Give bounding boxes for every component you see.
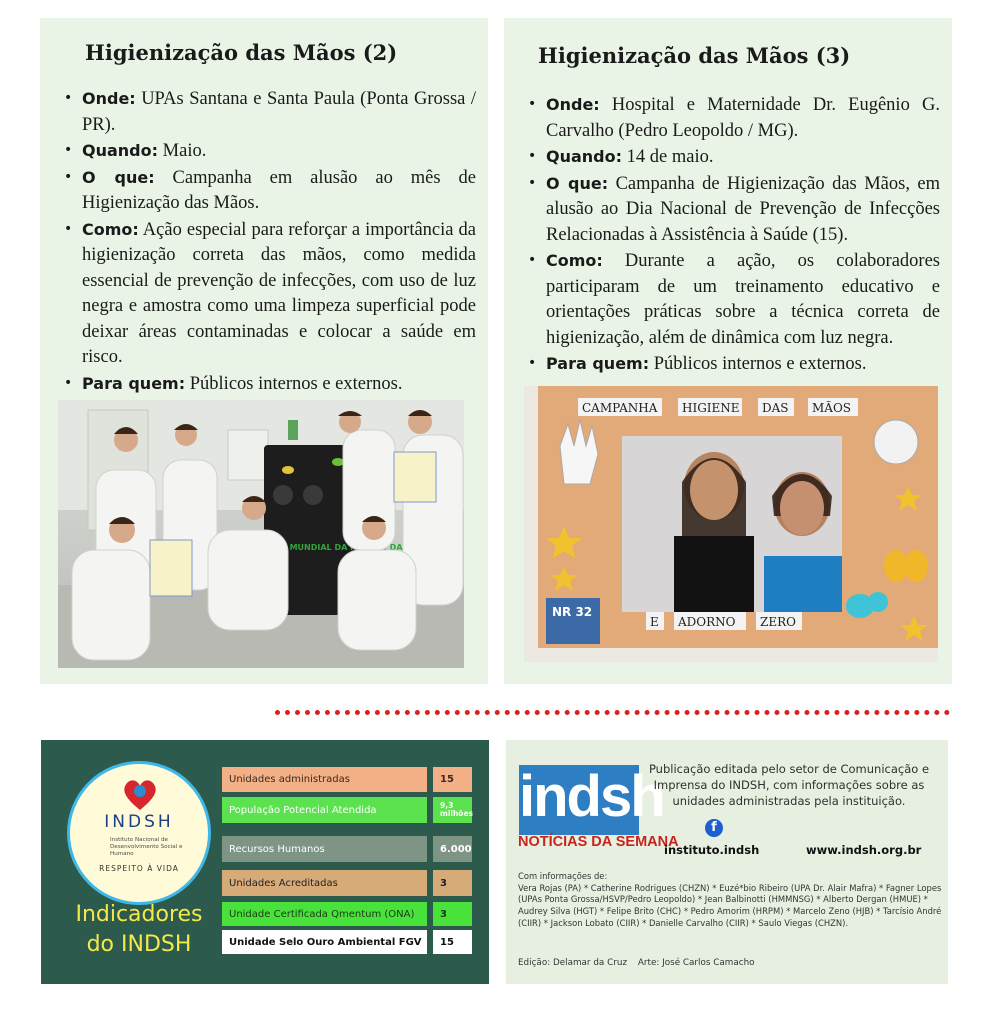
list-item: [62, 217, 476, 371]
item-label: Para quem:: [546, 354, 650, 373]
frame-top-word: HIGIENE: [682, 401, 740, 415]
frame-top-word: MÃOS: [812, 401, 852, 415]
item-text: Durante a ação, os colaboradores participaram de um treinamento educativo e orientações práticas sobre a técnica correta de higienização, além de dinâmica com luz negra.: [546, 251, 940, 348]
colophon-panel: [506, 740, 948, 984]
item-text: Públicos internos e externos.: [185, 373, 403, 394]
edition-credit: Edição: Delamar da Cruz: [518, 958, 628, 968]
item-text: Ação especial para reforçar a importância da higienização correta das mãos, como medida essencial de prevenção de infecções, com uso de luz negra e amostra como uma limpeza superficial pode deixar áreas contaminadas e colocar a saúde em risco.: [82, 219, 476, 367]
item-label: Como:: [546, 251, 603, 270]
indicator-label: Recursos Humanos: [222, 836, 427, 862]
logo-motto: RESPEITO À VIDA: [99, 864, 179, 873]
list-item: [526, 248, 940, 351]
item-text: Hospital e Maternidade Dr. Eugênio G. Carvalho (Pedro Leopoldo / MG).: [546, 95, 940, 141]
item-label: O que:: [82, 167, 155, 187]
team-photo-illustration: [58, 400, 464, 668]
logo-subtitle: Instituto Nacional de Desenvolvimento Social e Humano: [110, 837, 183, 857]
nr-badge: NR 32: [552, 605, 593, 619]
list-item: [526, 92, 940, 144]
social-handle[interactable]: instituto.indsh: [664, 843, 760, 857]
dotted-divider: [275, 710, 950, 715]
item-label: Quando:: [82, 141, 159, 160]
logo-name: INDSH: [104, 812, 174, 832]
indicator-label: População Potencial Atendida: [222, 797, 427, 823]
publication-note: Publicação editada pelo setor de Comunicação e Imprensa do INDSH, com informações sobre as unidades administradas pela instituição.: [648, 762, 930, 808]
list-item: [62, 371, 476, 398]
indicators-title-line: do INDSH: [86, 932, 192, 957]
article-left-list: [62, 86, 476, 397]
frame-bottom-word: ZERO: [760, 615, 796, 629]
credits-list: Vera Rojas (PA) * Catherine Rodrigues (CHZN) * Euzé*bio Ribeiro (UPA Dr. Alair Mafra) * Fagner Lopes (UPAs Ponta Grossa/HSVP/Pedro Leopoldo) * Jean Balbinotti (HMMNSG) * Alberto Dergan (HMUE) * Audrey Silva (HGT) * Felipe Brito (CHC) * Pedro Amorim (HRPM) * Marcelo Zeno (HJB) * Tarcísio André (CIIR) * Jackson Lobato (CIIR) * Danielle Carvalho (CIIR) * Saulo Viegas (CHZN).: [518, 882, 942, 928]
item-text: UPAs Santana e Santa Paula (Ponta Grossa / PR).: [82, 89, 476, 135]
box-text: MUNDIAL DA DAS: [289, 543, 409, 552]
item-label: O que:: [546, 173, 609, 193]
frame-top-word: CAMPANHA: [582, 401, 658, 415]
indicator-value: 3: [433, 902, 472, 926]
campaign-photo-right: [524, 386, 938, 662]
indicators-title: [59, 900, 219, 960]
indicator-value: 3: [433, 870, 472, 896]
list-item: [62, 165, 476, 217]
item-label: Quando:: [546, 147, 623, 166]
art-credit: Arte: José Carlos Camacho: [637, 958, 755, 968]
hand-icon: [560, 420, 598, 484]
credits-intro: Com informações de:: [518, 871, 608, 881]
website-link[interactable]: www.indsh.org.br: [806, 843, 922, 857]
indicators-title-line: Indicadores: [75, 902, 203, 927]
germ-icon: [874, 420, 918, 464]
frame-top-word: DAS: [762, 401, 789, 415]
indicator-value: 15: [433, 767, 472, 792]
item-label: Para quem:: [82, 373, 186, 393]
indicator-label: Unidades Acreditadas: [222, 870, 427, 896]
indicator-row: [222, 767, 472, 792]
list-item: [526, 144, 940, 171]
indicator-value: 9,3 milhões: [433, 797, 472, 823]
item-text: Maio.: [158, 141, 207, 161]
item-text: 14 de maio.: [622, 147, 714, 167]
indicator-value: 15: [433, 930, 472, 954]
article-right-list: [526, 92, 940, 378]
item-text: Campanha de Higienização das Mãos, em alusão ao Dia Nacional de Prevenção de Infecções Relacionadas à Assistência à Saúde (15).: [546, 173, 940, 245]
indicator-row: [222, 930, 472, 954]
list-item: [62, 138, 476, 165]
edition-line: [518, 958, 763, 968]
article-right: [504, 18, 952, 684]
facebook-icon[interactable]: f: [705, 819, 723, 837]
indicator-row: [222, 870, 472, 896]
heart-icon: [121, 778, 159, 812]
indicator-row: [222, 902, 472, 926]
item-label: Onde:: [546, 95, 600, 114]
indicator-row: [222, 797, 472, 823]
list-item: [526, 171, 940, 249]
item-label: Onde:: [82, 89, 136, 108]
frame-bottom-word: ADORNO: [678, 615, 736, 629]
indicator-label: Unidade Certificada Qmentum (ONA): [222, 902, 427, 926]
item-text: Campanha em alusão ao mês de Higienização das Mãos.: [82, 167, 476, 213]
article-left: [40, 18, 488, 684]
campaign-frame-illustration: [524, 386, 938, 662]
indicator-value: 6.000: [433, 836, 472, 862]
indsh-brand-logo: indsh: [519, 765, 639, 835]
article-left-title: Higienização das Mãos (2): [85, 40, 398, 65]
list-item: [526, 351, 940, 378]
team-photo-left: [58, 400, 464, 668]
article-right-title: Higienização das Mãos (3): [538, 43, 851, 68]
indicator-label: Unidade Selo Ouro Ambiental FGV: [222, 930, 427, 954]
item-text: Públicos internos e externos.: [649, 354, 867, 374]
brand-subtitle: NOTÍCIAS DA SEMANA: [518, 834, 679, 850]
indsh-logo: [67, 761, 211, 905]
indicator-row: [222, 836, 472, 862]
item-label: Como:: [82, 219, 139, 239]
indicators-panel: [41, 740, 489, 984]
list-item: [62, 86, 476, 138]
credits: [518, 871, 942, 930]
indicator-label: Unidades administradas: [222, 767, 427, 792]
frame-bottom-word: E: [650, 615, 659, 629]
